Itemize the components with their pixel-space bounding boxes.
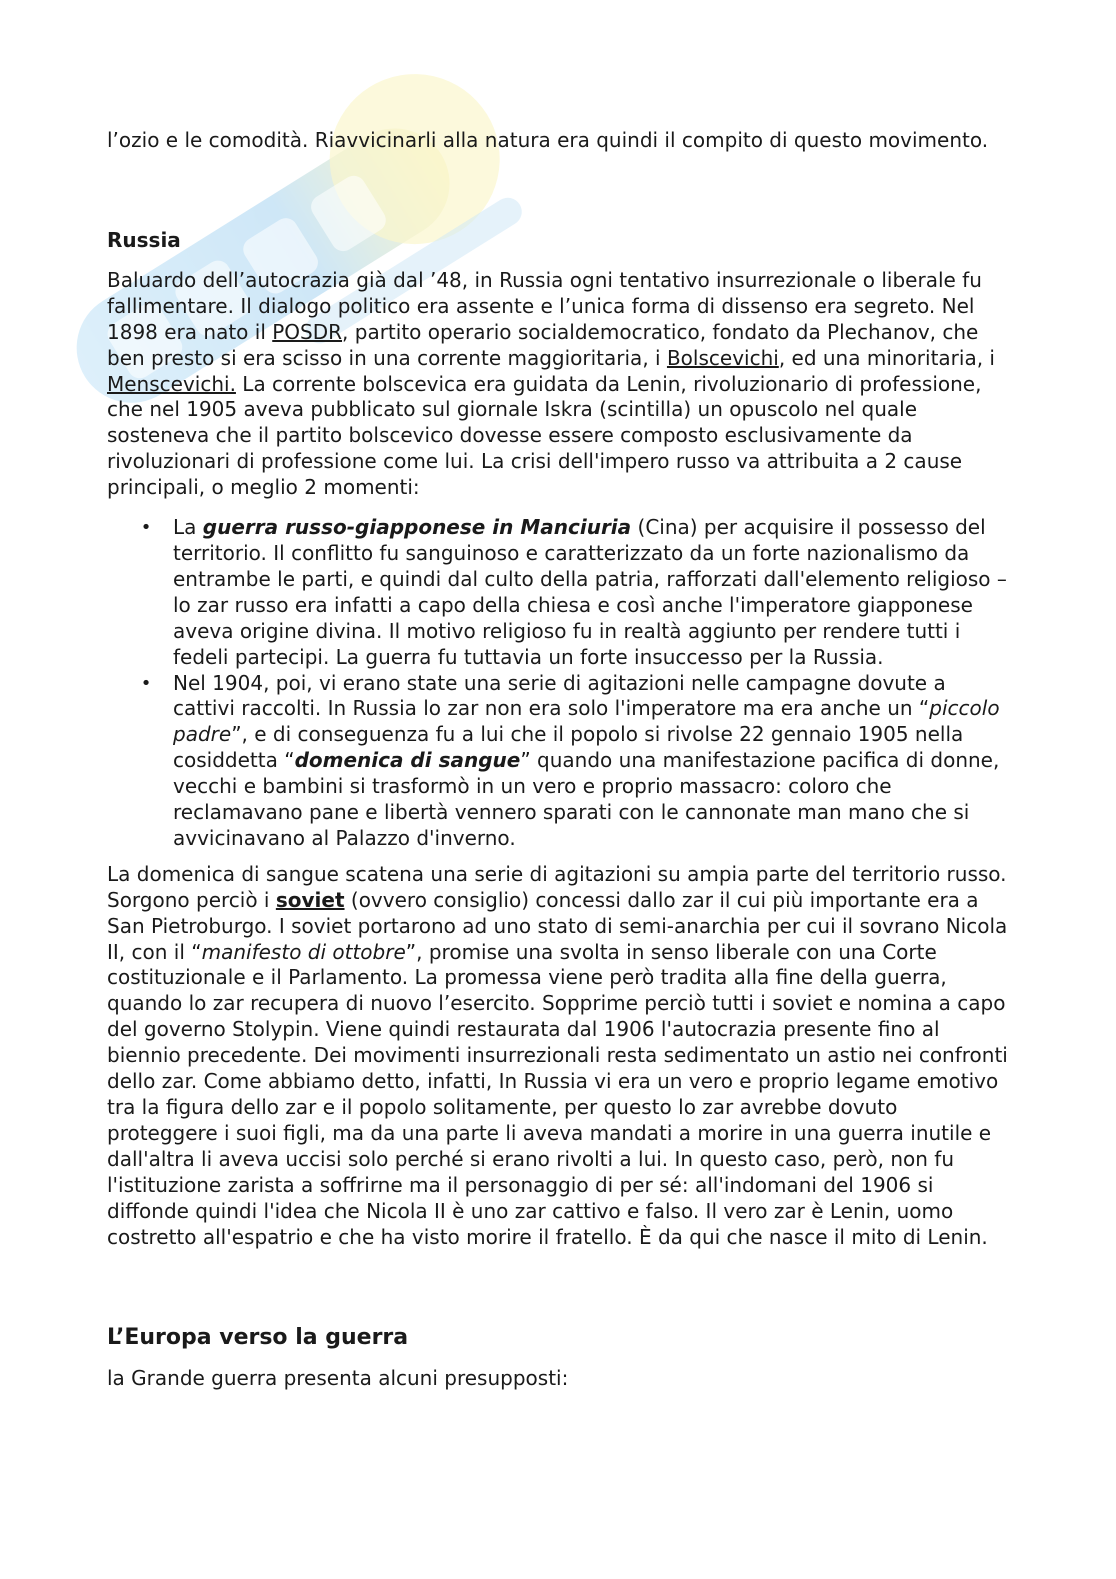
document-content [107, 128, 1012, 1392]
emphasis-bold-italic: domenica di sangue [294, 748, 521, 773]
text-segment: La domenica di sangue scatena una serie di agitazioni su ampia parte del territorio russo. Sorgono perciò i [107, 861, 1007, 912]
text-segment: , partito operario socialdemocratico, fondato da Plechanov, che ben presto si era scisso in una corrente maggioritaria, i [107, 319, 979, 370]
text-segment: (Cina) per acquisire il possesso del territorio. Il conflitto fu sanguinoso e caratterizzato da un forte nazionalismo da entrambe le parti, e quindi dal culto della patria, rafforzati dall'elemento religioso – lo zar russo era infatti a capo della chiesa e così anche l'imperatore giapponese aveva origine divina. Il motivo religioso fu in realtà aggiunto per rendere tutti i fedeli partecipi. La guerra fu tuttavia un forte insuccesso per la Russia. [173, 515, 1007, 669]
underlined-term: Bolscevichi [666, 345, 779, 370]
text-segment: ”, e di conseguenza fu a lui che il popolo si rivolse 22 gennaio 1905 nella cosiddetta “ [173, 722, 964, 773]
bullet-item [107, 515, 1012, 670]
underlined-term: Menscevichi. [107, 371, 236, 396]
text-segment: (ovvero consiglio) concessi dallo zar il cui più importante era a San Pietroburgo. I soviet portarono ad uno stato di semi-anarchia per cui il sovrano Nicola II, con il “ [107, 887, 1008, 964]
paragraph-russia-1 [107, 268, 1012, 501]
text-segment: Baluardo dell’autocrazia già dal ’48, in Russia ogni tentativo insurrezionale o liberale fu fallimentare. Il dialogo politico era assente e l’unica forma di dissenso era segreto. Nel 1898 era nato il [107, 267, 982, 344]
heading-europe-war: L’Europa verso la guerra [107, 1325, 409, 1351]
emphasis-bold-italic: guerra russo-giapponese in Manciuria [202, 515, 632, 540]
text-segment: , ed una minoritaria, i [778, 345, 995, 370]
text-segment: La [173, 515, 203, 540]
bullet-list [107, 515, 1012, 852]
emphasis-italic: manifesto di ottobre [201, 939, 406, 964]
emphasis-bold-underline: soviet [275, 887, 345, 912]
text-segment: Nel 1904, poi, vi erano state una serie di agitazioni nelle campagne dovute a cattivi raccolti. In Russia lo zar non era solo l'imperatore ma era anche un “ [173, 670, 946, 721]
paragraph-europe-intro [107, 1366, 1012, 1392]
bullet-item [107, 671, 1012, 852]
text-segment: l’ozio e le comodità. Riavvicinarli alla natura era quindi il compito di questo movimento. [107, 128, 989, 152]
text-segment: ” quando una manifestazione pacifica di donne, vecchi e bambini si trasformò in un vero e proprio massacro: coloro che reclamavano pane e libertà vennero sparati con le cannonate man mano che si avvicinavano al Palazzo d'inverno. [173, 748, 1000, 850]
text-segment: la Grande guerra presenta alcuni presupposti: [107, 1366, 569, 1391]
underlined-term: POSDR [272, 319, 343, 344]
bullet-icon: • [140, 517, 152, 539]
paragraph-russia-2 [107, 862, 1012, 1251]
bullet-icon: • [140, 672, 152, 694]
heading-russia: Russia [107, 227, 181, 252]
paragraph-intro [107, 128, 1012, 154]
section-spacing [107, 154, 1012, 228]
text-segment: ”, promise una svolta in senso liberale con una Corte costituzionale e il Parlamento. La promessa viene però tradita alla fine della guerra, quando lo zar recupera di nuovo l’esercito. Sopprime perciò tutti i soviet e nomina a capo del governo Stolypin. Viene quindi restaurata dal 1906 l'autocrazia presente fino al biennio precedente. Dei movimenti insurrezionali resta sedimentato un astio nei confronti dello zar. Come abbiamo detto, infatti, In Russia vi era un vero e proprio legame emotivo tra la figura dello zar e il popolo solitamente, per questo lo zar avrebbe dovuto proteggere i suoi figli, ma da una parte li aveva mandati a morire in una guerra inutile e dall'altra li aveva uccisi solo perché si erano rivolti a lui. In questo caso, però, non fu l'istituzione zarista a soffrirne ma il personaggio di per sé: all'indomani del 1906 si diffonde quindi l'idea che Nicola II è uno zar cattivo e falso. Il vero zar è Lenin, uomo costretto all'espatrio e che ha visto morire il fratello. È da qui che nasce il mito di Lenin. [107, 939, 1008, 1249]
emphasis-italic: piccolo padre [173, 696, 1000, 747]
text-segment: La corrente bolscevica era guidata da Lenin, rivoluzionario di professione, che nel 1905 aveva pubblicato sul giornale Iskra (scintilla) un opuscolo nel quale sosteneva che il partito bolscevico dovesse essere composto esclusivamente da rivoluzionari di professione come lui. La crisi dell'impero russo va attribuita a 2 cause principali, o meglio 2 momenti: [107, 371, 982, 500]
section-spacing [107, 1250, 1012, 1324]
